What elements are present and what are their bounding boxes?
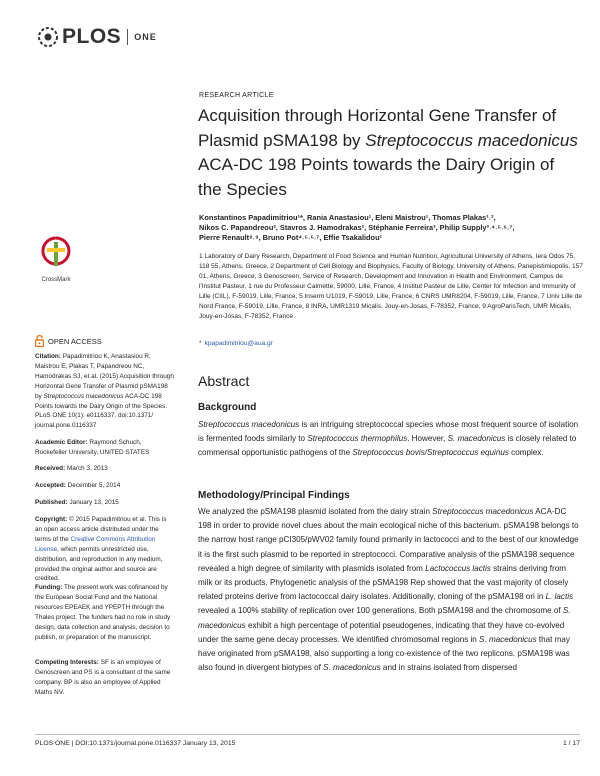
cc-license-link[interactable]: Creative Commons Attribution License [35, 535, 156, 553]
background-paragraph [198, 418, 582, 461]
affiliations: 1 Laboratory of Dairy Research, Department of Food Science and Human Nutrition, Agricultural University of Athens, Iera Odos 75, 118 55, Athens, Greece, 2 Department of Cell Biology and Biophysics, Faculty of Biology, University of Athens, Panepistimiopolis, 157 01, Athens, Greece, 3 Genoscreen, Service of Research, Development and Innovation in Health and Environment, Campus de l'Institut Pasteur, 1 rue du Professeur Calmette, 59000, Lille, France, 4 Institut Pasteur de Lille, Center for Infection and Immunity of Lille (CIIL), F-59019, Lille, France, 5 Inserm U1019, F-59019, Lille, France, 6 CNRS UMR8204, F-59019, Lille, France, 7 Univ Lille de Nord France, F-59019, Lille, France, 8 INRA, UMR1319 Micalis, Jouy-en-Josas, F-78352, France, 9 AgroParisTech, UMR Micalis, Jouy-en-Josas, F-78352, France [199, 253, 583, 320]
title-part2: ACA-DC 198 Points towards the Dairy Origin of the Species [198, 155, 555, 199]
page-number: 1 / 17 [562, 740, 580, 747]
methods-paragraph [198, 505, 582, 675]
logo-divider [127, 29, 128, 45]
corresponding-email[interactable] [199, 340, 273, 347]
citation-text: Papadimitriou K, Anastasiou R, Maistrou E, Plakas T, Papandreou NC, Hamodrakas SJ, et al. (2015) Acquisition through Horizontal Gene Transfer of Plasmid pSMA198 by [35, 353, 174, 400]
author-list [199, 213, 579, 243]
brand-name: PLOS [62, 25, 122, 48]
open-lock-icon [35, 335, 44, 347]
author-line: Konstantinos Papadimitriou¹*, Rania Anastasiou¹, Eleni Maistrou¹, Thomas Plakas¹˒², [199, 213, 496, 222]
background-heading: Background [198, 402, 257, 413]
plos-one-logo[interactable] [37, 22, 157, 52]
funding-block [35, 583, 175, 642]
text-run: is closely related to commensal opportunistic pathogens of the [198, 434, 577, 458]
published-label: Published: [35, 499, 68, 506]
published-date: January 13, 2015 [67, 499, 119, 506]
copyright-block [35, 515, 175, 584]
text-run: exhibit a high percentage of potential pseudogenes, indicating that they have co-evolved under the same gene decay processes. We identified chromosomal regions in [198, 620, 565, 644]
species-name: L. lactis [545, 592, 574, 602]
copyright-label: Copyright: [35, 516, 68, 523]
species-name: Streptococcus macedonicus [432, 507, 534, 516]
received-block [35, 464, 175, 474]
open-access-badge [35, 335, 102, 347]
crossmark-label: CrossMark [41, 277, 71, 283]
competing-label: Competing Interests: [35, 659, 99, 666]
copyright-text2: , which permits unrestricted use, distribution, and reproduction in any medium, provided the original author and source are credited. [35, 545, 163, 583]
competing-interests-block [35, 658, 175, 698]
open-access-label: OPEN ACCESS [48, 336, 102, 346]
accepted-label: Accepted: [35, 482, 66, 489]
text-run: revealed a 100% stability of replication over 100 generations. Both pSMA198 and the chromosome of [198, 606, 563, 616]
text-run: . However, [407, 434, 448, 444]
crossmark-icon [41, 236, 71, 270]
author-line: Nikos C. Papandreou², Stavros J. Hamodrakas², Stéphanie Ferreira³, Philip Supply³˒⁴˒⁵˒⁶˒⁷, [199, 223, 515, 232]
methods-heading: Methodology/Principal Findings [198, 490, 350, 501]
citation-text2: ACA-DC 198 Points towards the Dairy Origin of the Species. PLoS ONE 10(1): e0116337. doi:10.1371/ journal.pone.0116337 [35, 392, 168, 430]
footer-citation: PLOS ONE | DOI:10.1371/journal.pone.0116337 January 13, 2015 [35, 740, 236, 747]
journal-name: ONE [134, 32, 157, 42]
title-part1: Acquisition through Horizontal Gene Transfer of Plasmid pSMA198 by [198, 106, 557, 150]
crossmark-badge[interactable] [36, 236, 76, 283]
copyright-text: © 2015 Papadimitriou et al. This is an open access article distributed under the terms of the [35, 516, 167, 543]
article-title [198, 104, 580, 202]
competing-text: SF is an employee of Genoscreen and PS is a consultant of the same company. BP is also an employee of Applied Maths NV. [35, 659, 171, 696]
funding-label: Funding: [35, 584, 63, 591]
article-type: RESEARCH ARTICLE [199, 92, 274, 99]
academic-editor-block [35, 438, 175, 458]
accepted-date: December 5, 2014 [65, 482, 121, 489]
species-name: S. macedonicus [479, 634, 537, 644]
species-name: S. macedonicus [198, 606, 571, 630]
citation-italic: Streptococcus macedonicus [43, 392, 124, 400]
author-line: Pierre Renault⁸˒⁹, Bruno Pot⁴˒⁵˒⁶˒⁷, Effie Tsakalidou¹ [199, 233, 383, 242]
published-block [35, 498, 175, 508]
text-run: strains deriving from milk or its products. Phylogenetic analysis of the pSMA198 Rep showed that the vast majority of closely related proteins derive from lactococcal dairy isolates. Additionally, cloning of the pSMA198 ori in [198, 563, 569, 602]
species-name: Lactococcus lactis [425, 563, 491, 573]
editor-label: Academic Editor: [35, 439, 88, 446]
text-run: complex. [508, 448, 544, 458]
funding-text: The present work was cofinanced by the European Social Fund and the National resources EPEAEK and YPEPTH through the Thales project. The funders had no role in study design, data collection and analysis, decision to publish, or preparation of the manuscript. [35, 584, 171, 641]
received-date: March 3, 2013 [65, 465, 108, 472]
text-run: We analyzed the pSMA198 plasmid isolated from the dairy strain [198, 507, 433, 516]
text-run: and in strains isolated from dispersed [380, 663, 518, 673]
title-italic: Streptococcus macedonicus [365, 130, 578, 150]
species-name: Streptococcus thermophilus [307, 434, 408, 444]
species-name: Streptococcus bovis/Streptococcus equinus [352, 448, 509, 458]
text-run: that may have originated from pSMA198, also supporting a long co-existence of the two replicons. pSMA198 was also found in divergent biotypes of [198, 634, 570, 673]
species-name: Streptococcus macedonicus [198, 420, 300, 429]
received-label: Received: [35, 465, 66, 472]
abstract-heading: Abstract [198, 373, 250, 389]
email-link[interactable]: kpapadimitriou@aua.gr [204, 340, 273, 347]
species-name: S. macedonicus [447, 434, 506, 444]
species-name: S. macedonicus [323, 663, 381, 673]
citation-label: Citation: [35, 353, 61, 360]
text-run: ACA-DC 198 in order to provide novel clues about the main ecological niche of this bacterium. pSMA198 belongs to the narrow host range pCI305/pWV02 family found primarily in lactococci and to the best of our knowledge it is the first such plasmid to be reported in streptococci. Comparative analysis of the pSMA198 sequence revealed a high degree of similarity with plasmids isolated from [198, 507, 579, 573]
editor-text: Raymond Schuch, Rockefeller University, UNITED STATES [35, 439, 150, 456]
text-run: is an intriguing streptococcal species whose most frequent source of isolation is fermented foods similarly to [198, 420, 579, 444]
plos-logo-icon [37, 26, 59, 48]
asterisk-icon: * [199, 340, 202, 347]
accepted-block [35, 481, 175, 491]
page-footer [35, 734, 580, 747]
citation-block [35, 352, 175, 431]
